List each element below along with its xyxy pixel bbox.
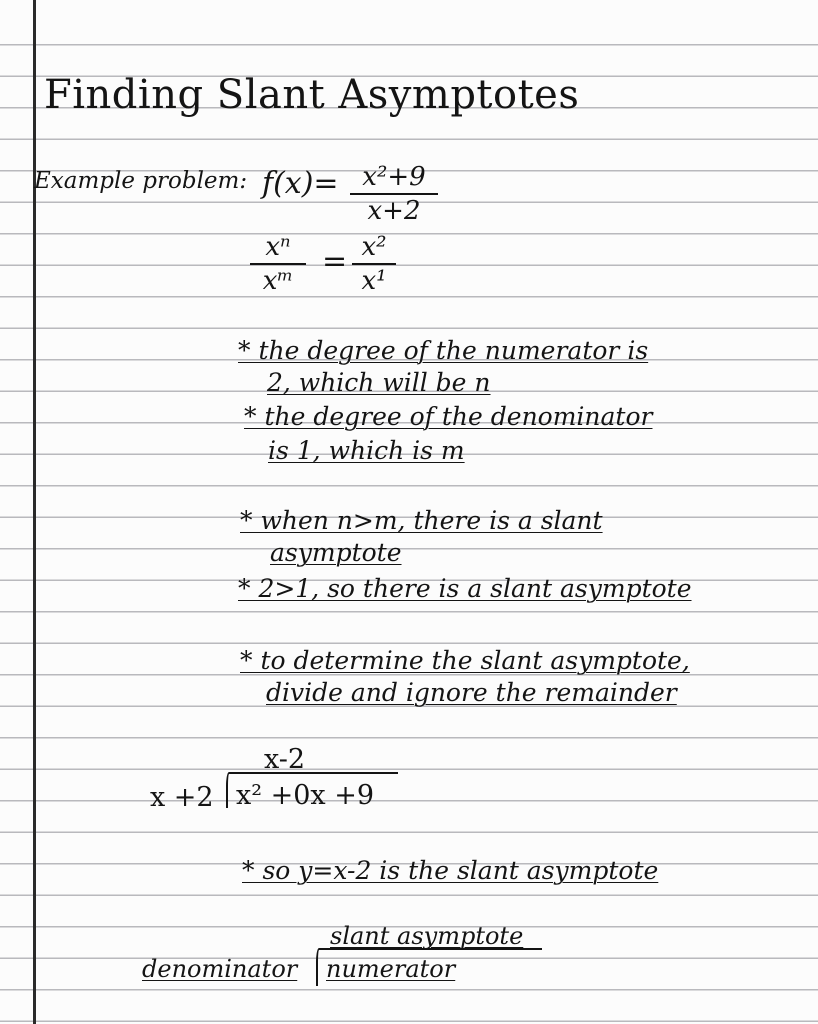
- equals-sign: =: [322, 244, 348, 279]
- degree-numerator-value: x²: [361, 232, 387, 262]
- note-line: * 2>1, so there is a slant asymptote: [238, 574, 692, 603]
- degree-denominator-value: x¹: [361, 266, 387, 296]
- page-title: Finding Slant Asymptotes: [44, 72, 580, 118]
- division-divisor: x +2: [150, 782, 214, 813]
- function-fraction: [350, 162, 438, 226]
- margin-line: [33, 0, 36, 1024]
- degree-denominator: xᵐ: [262, 266, 294, 296]
- degree-fraction: [250, 232, 306, 296]
- fraction-bar: [352, 263, 396, 265]
- fraction-numerator: x²+9: [362, 162, 426, 192]
- template-dividend-label: numerator: [326, 955, 456, 983]
- note-line: * when n>m, there is a slant: [240, 506, 603, 535]
- conclusion-line: * so y=x-2 is the slant asymptote: [242, 856, 659, 885]
- note-line: is 1, which is m: [268, 436, 465, 465]
- division-quotient: x-2: [264, 744, 306, 775]
- fraction-bar: [250, 263, 306, 265]
- fraction-bar: [350, 193, 438, 195]
- note-line: * the degree of the denominator: [244, 402, 653, 431]
- degree-numerator: xⁿ: [265, 232, 291, 262]
- template-quotient-label: slant asymptote: [330, 922, 524, 950]
- function-lhs: f(x)=: [262, 166, 339, 201]
- note-line: 2, which will be n: [267, 368, 491, 397]
- note-line: * to determine the slant asymptote,: [240, 646, 690, 675]
- fraction-denominator: x+2: [367, 196, 421, 226]
- division-dividend: x² +0x +9: [236, 780, 375, 811]
- example-label: Example problem:: [34, 168, 248, 194]
- note-line: asymptote: [270, 538, 402, 567]
- template-divisor-label: denominator: [142, 955, 298, 983]
- note-line: divide and ignore the remainder: [266, 678, 677, 707]
- degree-fraction-values: [352, 232, 396, 296]
- note-line: * the degree of the numerator is: [238, 336, 649, 365]
